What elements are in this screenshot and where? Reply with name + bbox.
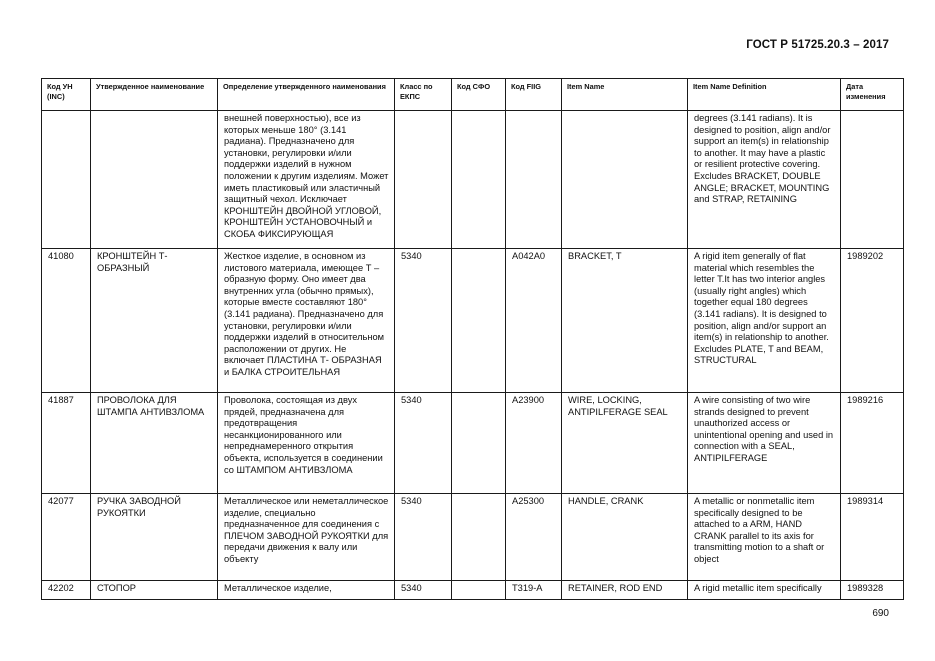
cell-name: КРОНШТЕЙН Т-ОБРАЗНЫЙ	[91, 249, 218, 393]
header-inc: Код УН (INC)	[42, 79, 91, 111]
table-row	[42, 393, 904, 494]
cell-item-definition: A rigid metallic item specifically	[688, 581, 841, 600]
table-row	[42, 111, 904, 249]
cell-inc: 42202	[42, 581, 91, 600]
table-row	[42, 494, 904, 581]
cell-name: СТОПОР	[91, 581, 218, 600]
cell-item-definition: A metallic or nonmetallic item specifically designed to be attached to a ARM, HAND CRANK parallel to its axis for transmitting motion to a shaft or object	[688, 494, 841, 581]
cell-inc: 42077	[42, 494, 91, 581]
cell-sfo	[452, 111, 506, 249]
header-sfo: Код СФО	[452, 79, 506, 111]
cell-fiig: A042A0	[506, 249, 562, 393]
table-header-row	[42, 79, 904, 111]
cell-definition: Жесткое изделие, в основном из листового материала, имеющее Т – образную форму. Оно имеет два внутренних угла (обычно прямых), которые вместе составляют 180° (3.141 радиана). Предназначено для установки, регулировки и/или поддержки изделий в относительном расположении от других. Не включает ПЛАСТИНА Т- ОБРАЗНАЯ и БАЛКА СТРОИТЕЛЬНАЯ	[218, 249, 395, 393]
header-name: Утвержденное наименование	[91, 79, 218, 111]
cell-fiig	[506, 111, 562, 249]
cell-ekps: 5340	[395, 494, 452, 581]
header-item-definition: Item Name Definition	[688, 79, 841, 111]
cell-inc	[42, 111, 91, 249]
header-item-name: Item Name	[562, 79, 688, 111]
cell-date: 1989216	[841, 393, 904, 494]
cell-definition: Металлическое или неметаллическое изделие, специально предназначенное для соединения с ПЛЕЧОМ ЗАВОДНОЙ РУКОЯТКИ для передачи движения к валу или объекту	[218, 494, 395, 581]
cell-item-name: RETAINER, ROD END	[562, 581, 688, 600]
cell-name	[91, 111, 218, 249]
cell-ekps: 5340	[395, 581, 452, 600]
cell-inc: 41080	[42, 249, 91, 393]
table-row	[42, 581, 904, 600]
header-fiig: Код FIIG	[506, 79, 562, 111]
document-title: ГОСТ Р 51725.20.3 – 2017	[746, 39, 889, 51]
cell-name: РУЧКА ЗАВОДНОЙ РУКОЯТКИ	[91, 494, 218, 581]
cell-date	[841, 111, 904, 249]
cell-date: 1989202	[841, 249, 904, 393]
cell-date: 1989314	[841, 494, 904, 581]
cell-item-definition: degrees (3.141 radians). It is designed to position, align and/or support an item(s) in relationship to another. It may have a plastic or resilient protective covering. Excludes BRACKET, DOUBLE ANGLE; BRACKET, MOUNTING and STRAP, RETAINING	[688, 111, 841, 249]
cell-name: ПРОВОЛОКА ДЛЯ ШТАМПА АНТИВЗЛОМА	[91, 393, 218, 494]
cell-inc: 41887	[42, 393, 91, 494]
cell-fiig: A23900	[506, 393, 562, 494]
cell-fiig: A25300	[506, 494, 562, 581]
cell-date: 1989328	[841, 581, 904, 600]
cell-sfo	[452, 393, 506, 494]
cell-item-name: HANDLE, CRANK	[562, 494, 688, 581]
cell-item-name	[562, 111, 688, 249]
cell-definition: внешней поверхностью), все из которых меньше 180° (3.141 радиана). Предназначено для установки, регулировки и/или поддержки изделий в нужном положении к другим изделиям. Может иметь пластиковый или эластичный защитный чехол. Исключает КРОНШТЕЙН ДВОЙНОЙ УГЛОВОЙ, КРОНШТЕЙН УСТАНОВОЧНЫЙ и СКОБА ФИКСИРУЮЩАЯ	[218, 111, 395, 249]
table-row	[42, 249, 904, 393]
cell-ekps: 5340	[395, 249, 452, 393]
page-number: 690	[872, 608, 889, 619]
cell-item-name: BRACKET, T	[562, 249, 688, 393]
header-ekps: Класс по ЕКПС	[395, 79, 452, 111]
cell-ekps: 5340	[395, 393, 452, 494]
header-date: Дата изменения	[841, 79, 904, 111]
cell-sfo	[452, 249, 506, 393]
cell-item-definition: A rigid item generally of flat material which resembles the letter T.It has two interior angles (usually right angles) which together equal 180 degrees (3.141 radians). It is designed to position, align and/or support an item(s) in relationship to another. Excludes PLATE, T and BEAM, STRUCTURAL	[688, 249, 841, 393]
reference-table	[41, 78, 904, 600]
cell-sfo	[452, 494, 506, 581]
cell-definition: Проволока, состоящая из двух прядей, предназначена для предотвращения несанкционированного или непреднамеренного открытия объекта, используется в соединении со ШТАМПОМ АНТИВЗЛОМА	[218, 393, 395, 494]
header-definition: Определение утвержденного наименования	[218, 79, 395, 111]
cell-fiig: T319-A	[506, 581, 562, 600]
cell-definition: Металлическое изделие,	[218, 581, 395, 600]
cell-item-definition: A wire consisting of two wire strands designed to prevent unauthorized access or unintentional opening and used in connection with a SEAL, ANTIPILFERAGE	[688, 393, 841, 494]
cell-ekps	[395, 111, 452, 249]
cell-sfo	[452, 581, 506, 600]
cell-item-name: WIRE, LOCKING, ANTIPILFERAGE SEAL	[562, 393, 688, 494]
